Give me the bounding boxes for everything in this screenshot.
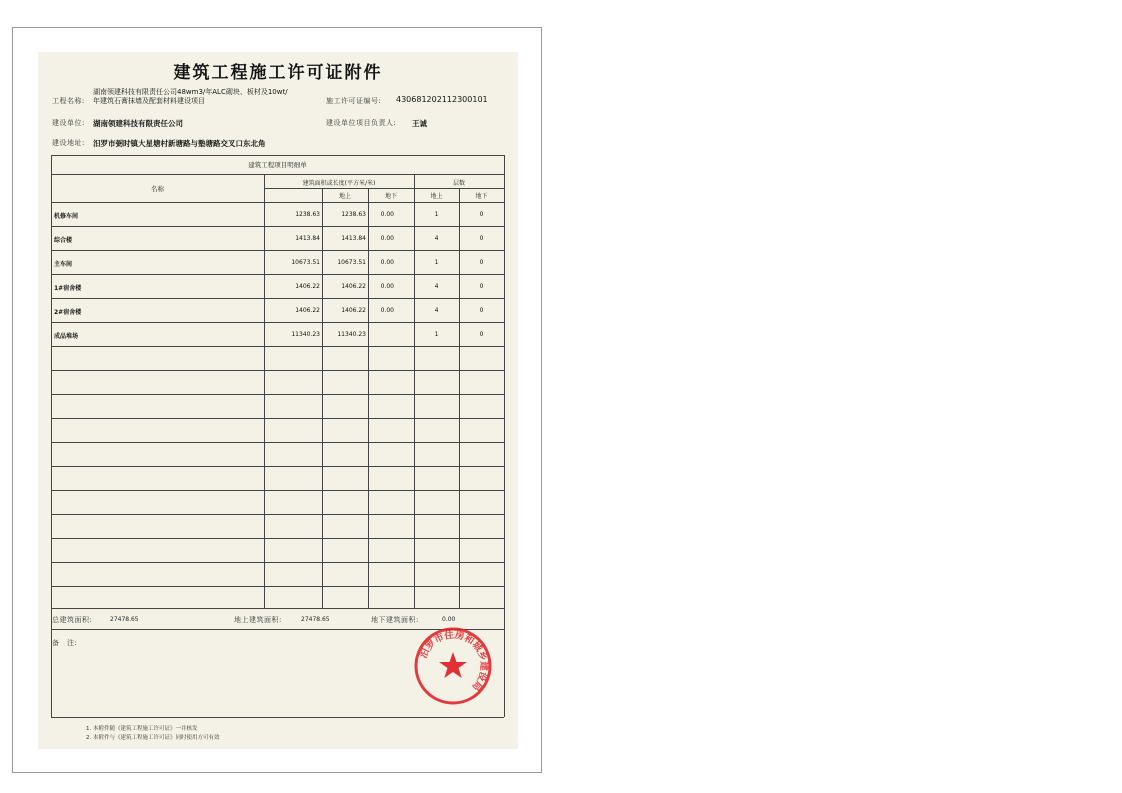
address: 汨罗市弼时镇大星塘村新塘路与塾塘路交叉口东北角 <box>93 139 266 148</box>
document-title: 建筑工程施工许可证附件 <box>173 63 383 83</box>
table-row-line <box>51 346 504 347</box>
cell-name: 综合楼 <box>54 237 73 244</box>
table-column-line <box>322 188 323 608</box>
table-row-line <box>51 562 504 563</box>
cell-name: 2#宿舍楼 <box>54 309 82 316</box>
project-name-line1: 湖南领建科技有限责任公司48wm3/年ALC砌块、板材及10wt/ <box>93 88 288 96</box>
cell-area-below: 0.00 <box>380 235 394 242</box>
cell-area: 1406.22 <box>295 283 320 290</box>
cell-area-below: 0.00 <box>380 307 394 314</box>
cell-area-above: 1238.63 <box>341 211 366 218</box>
cell-name: 成品堆场 <box>54 333 79 340</box>
cell-area-above: 1413.84 <box>341 235 366 242</box>
cell-floors-below: 0 <box>479 259 484 266</box>
header-area-group: 建筑面积或长度(平方米/米) <box>302 180 376 187</box>
below-area-label: 地下建筑面积: <box>371 616 419 624</box>
cell-area: 1406.22 <box>295 307 320 314</box>
header-area-below: 地下 <box>384 193 397 200</box>
cell-area-below: 0.00 <box>380 283 394 290</box>
cell-floors-below: 0 <box>479 283 484 290</box>
cell-area: 1413.84 <box>295 235 320 242</box>
table-row-line <box>51 466 504 467</box>
cell-area-above: 1406.22 <box>341 307 366 314</box>
seal-text: 汨罗市住房和城乡建设局 <box>418 629 490 693</box>
header-floors-below: 地下 <box>475 193 488 200</box>
below-area: 0.00 <box>442 616 456 623</box>
leader: 王诚 <box>412 119 427 128</box>
above-area: 27478.65 <box>301 616 330 623</box>
note-2: 2. 本附件与《建筑工程施工许可证》同时使用方可有效 <box>86 735 220 741</box>
cell-area-below: 0.00 <box>380 259 394 266</box>
table-row-line <box>51 586 504 587</box>
table-row-line <box>51 274 504 275</box>
cell-floors-above: 1 <box>434 259 439 266</box>
cell-floors-above: 1 <box>434 331 439 338</box>
table-row-line <box>51 418 504 419</box>
remarks-label: 备 注: <box>52 639 78 647</box>
table-column-line <box>504 155 505 717</box>
cell-name: 1#宿舍楼 <box>54 285 82 292</box>
cell-area-above: 1406.22 <box>341 283 366 290</box>
cell-name: 机修车间 <box>54 213 79 220</box>
cell-floors-above: 4 <box>434 235 439 242</box>
cell-floors-above: 4 <box>434 283 439 290</box>
table-row-line <box>51 298 504 299</box>
leader-label: 建设单位项目负责人: <box>326 119 397 127</box>
table-column-line <box>459 188 460 608</box>
table-row-line <box>51 442 504 443</box>
totals-top-border <box>51 608 504 609</box>
table-column-line <box>51 155 52 717</box>
header-area-above: 地上 <box>338 193 351 200</box>
project-name-line2: 年建筑石膏抹墙及配套材料建设项目 <box>93 97 205 105</box>
cell-area: 1238.63 <box>295 211 320 218</box>
table-row-line <box>51 226 504 227</box>
builder: 湖南领建科技有限责任公司 <box>93 119 183 128</box>
table-caption: 建筑工程项目明细单 <box>248 161 307 169</box>
table-row-line <box>51 370 504 371</box>
cell-area-above: 10673.51 <box>337 259 366 266</box>
header-floors-group: 层数 <box>452 180 465 187</box>
cell-name: 主车间 <box>54 261 73 268</box>
caption-divider <box>51 174 504 175</box>
table-column-line <box>368 188 369 608</box>
official-seal <box>413 626 493 706</box>
cell-floors-below: 0 <box>479 307 484 314</box>
cell-area: 11340.23 <box>291 331 320 338</box>
permit-no: 430681202112300101 <box>396 95 488 104</box>
table-row-line <box>51 538 504 539</box>
address-label: 建设地址: <box>52 139 85 147</box>
table-bottom-border <box>51 717 504 718</box>
cell-floors-above: 1 <box>434 211 439 218</box>
cell-floors-below: 0 <box>479 211 484 218</box>
table-row-line <box>51 490 504 491</box>
header-bottom <box>51 202 504 203</box>
table-row-line <box>51 514 504 515</box>
permit-no-label: 施工许可证编号: <box>326 97 382 105</box>
certificate-paper <box>38 52 518 749</box>
above-area-label: 地上建筑面积: <box>234 616 282 624</box>
cell-area-above: 11340.23 <box>337 331 366 338</box>
table-row-line <box>51 250 504 251</box>
cell-floors-below: 0 <box>479 331 484 338</box>
header-name: 名称 <box>151 185 164 193</box>
cell-area: 10673.51 <box>291 259 320 266</box>
note-1: 1. 本附件随《建筑工程施工许可证》一并核发 <box>86 726 198 732</box>
header-floors-above: 地上 <box>430 193 443 200</box>
total-area: 27478.65 <box>110 616 139 623</box>
table-top-border <box>51 155 504 156</box>
table-row-line <box>51 322 504 323</box>
total-area-label: 总建筑面积: <box>52 616 93 624</box>
table-row-line <box>51 394 504 395</box>
cell-area-below: 0.00 <box>380 211 394 218</box>
project-name-label: 工程名称: <box>52 97 85 105</box>
cell-floors-below: 0 <box>479 235 484 242</box>
subheader-divider <box>264 188 504 189</box>
builder-label: 建设单位: <box>52 119 85 127</box>
cell-floors-above: 4 <box>434 307 439 314</box>
